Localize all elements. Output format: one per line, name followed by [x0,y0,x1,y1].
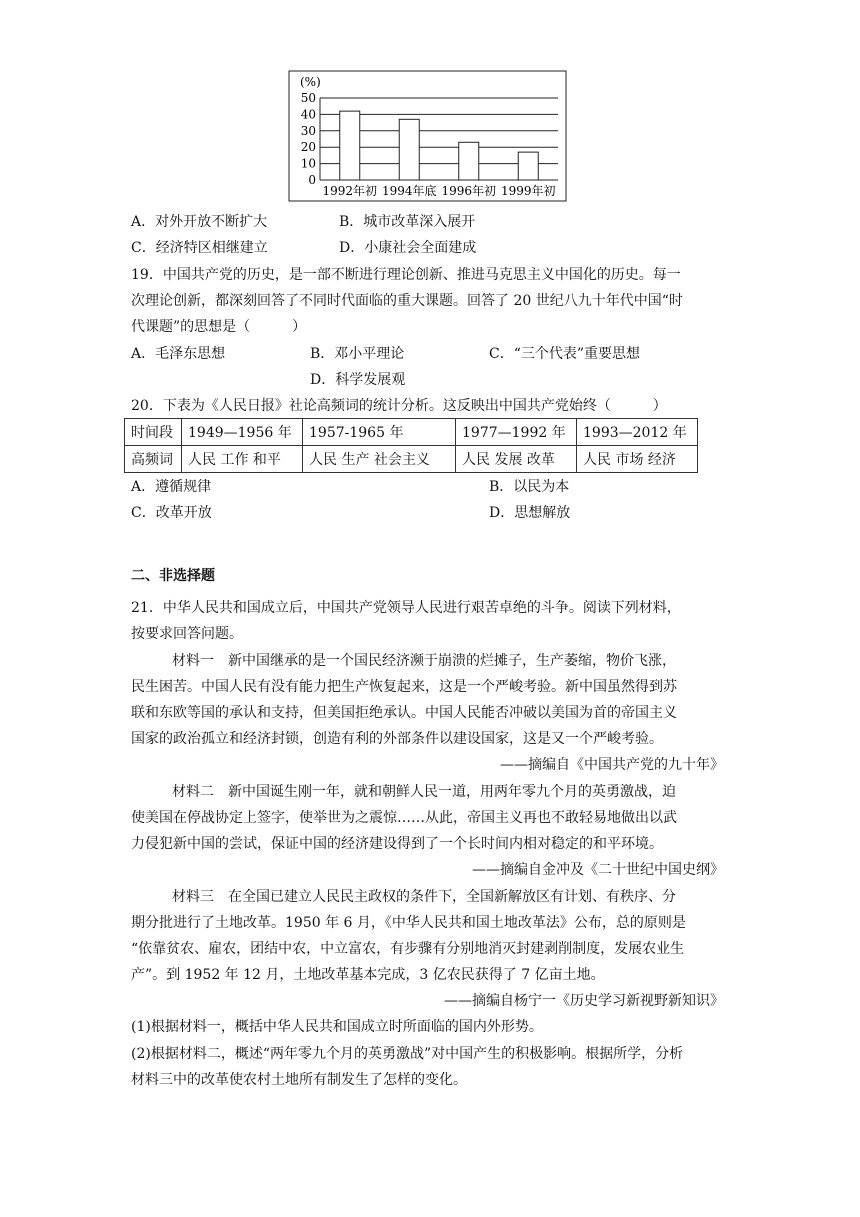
q20-option-a: A．遵循规律 [131,479,212,495]
table-cell: 1977—1992 年 [456,419,577,446]
q20-stem: 20．下表为《人民日报》社论高频词的统计分析。这反映出中国共产党始终（ ） [131,398,667,414]
y-tick-label: 50 [300,91,316,105]
material-2-line: 使美国在停战协定上签字，使举世为之震惊……从此，帝国主义再也不敢轻易地做出以武 [131,810,677,826]
material-3-line: 产”。到 1952 年 12 月，土地改革基本完成，3 亿农民获得了 7 亿亩土地。 [131,967,605,983]
table-row [125,419,698,446]
q19-option-c: C．“三个代表”重要思想 [489,346,641,362]
q20-option-b: B．以民为本 [489,479,570,495]
q20-option-c: C．改革开放 [131,505,212,521]
material-3-line: 材料三 在全国已建立人民民主政权的条件下，全国新解放区有计划、有秩序、分 [172,889,676,905]
material-2-line: 力侵犯新中国的尝试，保证中国的经济建设得到了一个长时间内相对稳定的和平环境。 [131,836,663,852]
q20-option-d: D．思想解放 [489,505,571,521]
table-cell: 人民 工作 和平 [182,446,303,473]
q19-stem-line-1: 19．中国共产党的历史，是一部不断进行理论创新、推进马克思主义中国化的历史。每一 [131,267,681,283]
q18-option-b: B．城市改革深入展开 [339,214,476,230]
bar [340,111,360,180]
y-tick-label: 40 [300,107,316,122]
q19-stem-line-2: 次理论创新，都深刻回答了不同时代面临的重大课题。回答了 20 世纪八九十年代中国“时 [131,293,683,309]
y-tick-label: 10 [300,156,316,171]
material-2-source: ——摘编自金冲及《二十世纪中国史纲》 [472,862,724,878]
material-1-line: 材料一 新中国继承的是一个国民经济濒于崩溃的烂摊子，生产萎缩，物价飞涨， [172,653,676,669]
x-tick-label: 1992年初 [322,184,378,198]
material-1-line: 国家的政治孤立和经济封锁，创造有利的外部条件以建设国家，这是又一个严峻考验。 [131,731,663,747]
q21-stem-line-1: 21．中华人民共和国成立后，中国共产党领导人民进行艰苦卓绝的斗争。阅读下列材料， [131,600,681,616]
chart-bars [340,111,539,180]
sub-question-2-line-2: 材料三中的改革使农村土地所有制发生了怎样的变化。 [131,1072,467,1088]
q19-option-d: D．科学发展观 [310,372,406,388]
table-cell: 时间段 [125,419,182,446]
material-1-source: ——摘编自《中国共产党的九十年》 [500,757,724,773]
table-cell: 人民 生产 社会主义 [303,446,456,473]
x-tick-labels [322,183,555,198]
material-1-line: 联和东欧等国的承认和支持，但美国拒绝承认。中国人民能否冲破以美国为首的帝国主义 [131,705,677,721]
table-cell: 人民 市场 经济 [577,446,698,473]
section-title: 二、非选择题 [131,568,215,584]
bar [518,152,538,180]
y-unit-label: (%) [300,75,321,89]
x-tick-label: 1996年初 [441,184,497,198]
bar-chart [288,70,568,202]
table-cell: 1949—1956 年 [182,419,303,446]
table-cell: 高频词 [125,446,182,473]
sub-question-2-line-1: (2)根据材料二，概述“两年零九个月的英勇激战”对中国产生的积极影响。根据所学，分析 [131,1046,684,1062]
y-tick-label: 0 [308,173,316,187]
q21-stem-line-2: 按要求回答问题。 [131,626,243,642]
chart-frame [289,71,566,201]
y-tick-labels [301,91,316,187]
table-cell: 1957-1965 年 [303,419,456,446]
material-2-line: 材料二 新中国诞生刚一年，就和朝鲜人民一道，用两年零九个月的英勇激战，迫 [172,784,676,800]
material-1-line: 民生困苦。中国人民有没有能力把生产恢复起来，这是一个严峻考验。新中国虽然得到苏 [131,679,677,695]
q19-option-a: A．毛泽东思想 [131,346,226,362]
bar [399,119,419,180]
x-tick-label: 1994年底 [381,184,437,198]
q18-option-a: A．对外开放不断扩大 [131,214,268,230]
q19-option-b: B．邓小平理论 [310,346,405,362]
bar [459,142,479,180]
y-tick-label: 30 [300,123,316,138]
material-3-line: 期分批进行了土地改革。1950 年 6 月，《中华人民共和国土地改革法》公布，总的原则是 [131,915,686,931]
y-tick-label: 20 [300,140,316,155]
table-row [125,446,698,473]
table-cell: 人民 发展 改革 [456,446,577,473]
q19-stem-line-3: 代课题”的思想是（ ） [131,319,307,335]
material-3-line: “依靠贫农、雇农，团结中农，中立富农，有步骤有分别地消灭封建剥削制度，发展农业生 [131,941,685,957]
sub-question-1: (1)根据材料一，概括中华人民共和国成立时所面临的国内外形势。 [131,1019,543,1035]
material-3-source: ——摘编自杨宁一《历史学习新视野新知识》 [444,993,724,1009]
q18-option-d: D．小康社会全面建成 [339,240,477,256]
q18-option-c: C．经济特区相继建立 [131,240,268,256]
x-tick-label: 1999年初 [500,184,556,198]
q20-table [124,418,698,473]
table-cell: 1993—2012 年 [577,419,698,446]
